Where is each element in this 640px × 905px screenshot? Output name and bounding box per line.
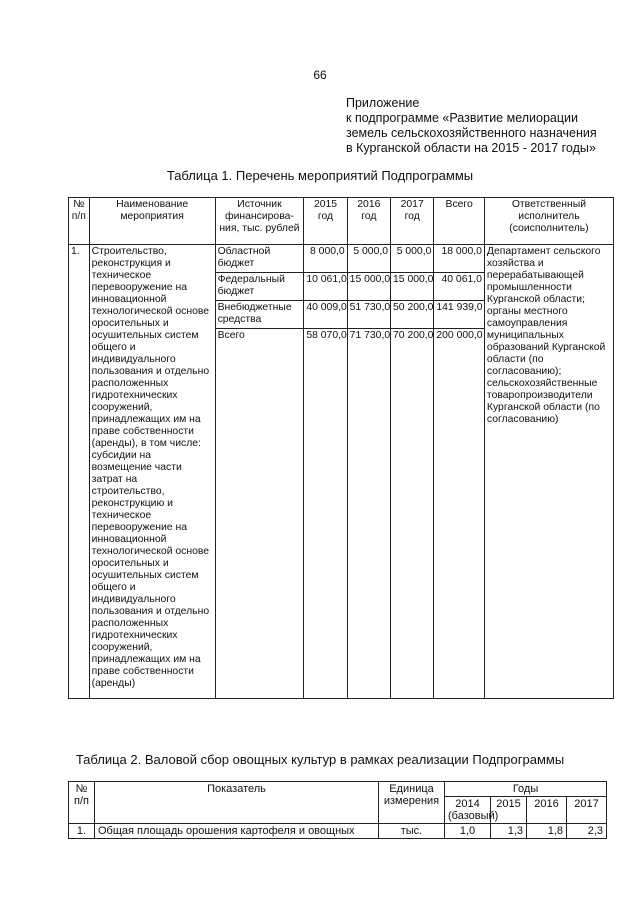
header-total: Всего: [434, 198, 485, 245]
header-name: Наименование мероприятия: [89, 198, 215, 245]
appendix-line: Приложение: [346, 96, 420, 110]
appendix-caption: [346, 96, 636, 156]
header-num: № п/п: [69, 782, 95, 824]
funding-source: Областной бюджет: [215, 245, 304, 273]
value-2015: 10 061,0: [304, 273, 347, 301]
row-responsible: Департамент сельского хозяйства и перерабатывающей промышленности Курганской области; органы местного самоуправления муниципальных образований Курганской области (по согласованию); сельскохозяйственные товаропроизводители Курганской области (по согласованию): [484, 245, 613, 699]
header-source: Источник финансирова-ния, тыс. рублей: [215, 198, 304, 245]
header-2015: 2015: [491, 797, 527, 824]
header-responsible: Ответственный исполнитель (соисполнитель): [484, 198, 613, 245]
funding-source: Федеральный бюджет: [215, 273, 304, 301]
value-2015: 8 000,0: [304, 245, 347, 273]
header-unit: Единица измерения: [379, 782, 445, 824]
header-2017: 2017 год: [391, 198, 434, 245]
row-num: 1.: [69, 245, 90, 699]
value-2017: 15 000,0: [391, 273, 434, 301]
header-2015: 2015 год: [304, 198, 347, 245]
value-2016: 71 730,0: [347, 329, 390, 699]
header-2014: 2014 (базовый): [445, 797, 491, 824]
funding-source: Всего: [215, 329, 304, 699]
value-total: 40 061,0: [434, 273, 485, 301]
row-unit: тыс.: [379, 824, 445, 839]
value-2017: 5 000,0: [391, 245, 434, 273]
appendix-line: к подпрограмме «Развитие мелиорации: [346, 111, 578, 125]
value-2017: 2,3: [567, 824, 607, 839]
appendix-line: в Курганской области на 2015 - 2017 годы»: [346, 141, 596, 155]
value-2016: 15 000,0: [347, 273, 390, 301]
header-2016: 2016: [527, 797, 567, 824]
value-2016: 1,8: [527, 824, 567, 839]
appendix-line: земель сельскохозяйственного назначения: [346, 126, 597, 140]
table2-header-row: [69, 782, 607, 797]
table-row: [69, 824, 607, 839]
value-2016: 51 730,0: [347, 301, 390, 329]
table2-vegetables: [68, 781, 607, 839]
table-row: [69, 245, 614, 273]
table1-measures: [68, 197, 614, 699]
page-number: 66: [313, 68, 327, 82]
row-name: Строительство, реконструкция и техническое перевооружение на инновационной технологической основе оросительных и осушительных систем общего и индивидуального пользования и отдельно расположенных гидротехнических сооружений, принадлежащих им на праве собственности (аренды), в том числе: субсидии на возмещение части затрат на строительство, реконструкцию и техническое перевооружение на инновационной технологической основе оросительных и осушительных систем общего и индивидуального пользования и отдельно расположенных гидротехнических сооружений, принадлежащих им на праве собственности (аренды): [89, 245, 215, 699]
row-num: 1.: [69, 824, 95, 839]
value-2015: 58 070,0: [304, 329, 347, 699]
value-total: 141 939,0: [434, 301, 485, 329]
value-total: 18 000,0: [434, 245, 485, 273]
value-total: 200 000,0: [434, 329, 485, 699]
value-2015: 40 009,0: [304, 301, 347, 329]
value-2015: 1,3: [491, 824, 527, 839]
value-2017: 70 200,0: [391, 329, 434, 699]
table1-title: Таблица 1. Перечень мероприятий Подпрограммы: [166, 168, 474, 183]
header-years: Годы: [445, 782, 607, 797]
value-2016: 5 000,0: [347, 245, 390, 273]
header-2017: 2017: [567, 797, 607, 824]
value-2017: 50 200,0: [391, 301, 434, 329]
value-2014: 1,0: [445, 824, 491, 839]
header-indicator: Показатель: [95, 782, 379, 824]
row-indicator: Общая площадь орошения картофеля и овощных: [95, 824, 379, 839]
funding-source: Внебюджетные средства: [215, 301, 304, 329]
header-num: № п/п: [69, 198, 90, 245]
header-2016: 2016 год: [347, 198, 390, 245]
table1-header-row: [69, 198, 614, 245]
table2-title: Таблица 2. Валовой сбор овощных культур в рамках реализации Подпрограммы: [75, 752, 565, 767]
